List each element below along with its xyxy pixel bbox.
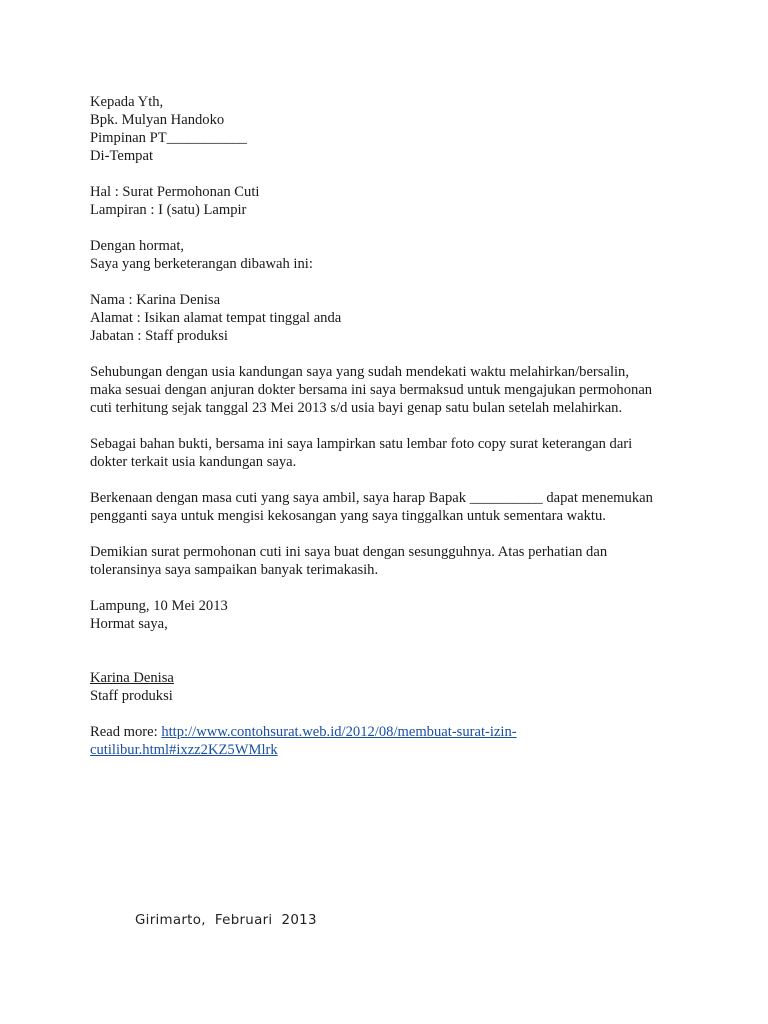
identity-address: Alamat : Isikan alamat tempat tinggal anda: [90, 310, 342, 326]
paragraph-line: [90, 489, 690, 507]
read-more-line-2: [90, 741, 690, 759]
spacer: [90, 345, 690, 363]
spacer: [90, 165, 690, 183]
paragraph-closing: [90, 543, 690, 579]
place-date: Lampung, 10 Mei 2013: [90, 598, 228, 614]
salutation: Dengan hormat,: [90, 238, 185, 254]
paragraph-evidence: [90, 435, 690, 471]
spacer: [90, 273, 690, 291]
paragraph-request: [90, 363, 690, 417]
paragraph-line: Sebagai bahan bukti, bersama ini saya lampirkan satu lembar foto copy surat keterangan dari: [90, 436, 633, 452]
paragraph-line: maka sesuai dengan anjuran dokter bersama ini saya bermaksud untuk mengajukan permohonan: [90, 382, 653, 398]
spacer: [90, 525, 690, 543]
signer-title: Staff produksi: [90, 688, 173, 704]
recipient-company-blank: ___________: [166, 130, 247, 146]
paragraph-line: cuti terhitung sejak tanggal 23 Mei 2013 s/d usia bayi genap satu bulan setelah melahirkan.: [90, 400, 623, 416]
recipient-position: [90, 129, 690, 147]
paragraph-line: toleransinya saya sampaikan banyak terimakasih.: [90, 562, 379, 578]
letter-body: [90, 93, 690, 759]
footer-place-date: Girimarto, Februari 2013: [135, 913, 317, 928]
read-more-line: [90, 723, 690, 741]
paragraph-line: Sehubungan dengan usia kandungan saya yang sudah mendekati waktu melahirkan/bersalin,: [90, 364, 630, 380]
paragraph-line: Demikian surat permohonan cuti ini saya buat dengan sesungguhnya. Atas perhatian dan: [90, 544, 608, 560]
recipient-location: Di-Tempat: [90, 148, 154, 164]
read-more-link-continued[interactable]: cutilibur.html#ixzz2KZ5WMlrk: [90, 742, 278, 758]
paragraph-text: Berkenaan dengan masa cuti yang saya ambil, saya harap Bapak: [90, 490, 470, 506]
attachment-line: Lampiran : I (satu) Lampir: [90, 202, 247, 218]
paragraph-text: dapat menemukan: [542, 490, 653, 506]
recipient-greeting: Kepada Yth,: [90, 94, 164, 110]
spacer: [90, 417, 690, 435]
regards: Hormat saya,: [90, 616, 168, 632]
recipient-name: Bpk. Mulyan Handoko: [90, 112, 225, 128]
spacer: [90, 705, 690, 723]
spacer: [90, 651, 690, 669]
identity-position: Jabatan : Staff produksi: [90, 328, 228, 344]
paragraph-line: dokter terkait usia kandungan saya.: [90, 454, 297, 470]
read-more-link[interactable]: http://www.contohsurat.web.id/2012/08/membuat-surat-izin-: [161, 724, 517, 740]
paragraph-replacement: [90, 489, 690, 525]
intro-line: Saya yang berketerangan dibawah ini:: [90, 256, 313, 272]
spacer: [90, 633, 690, 651]
identity-name: Nama : Karina Denisa: [90, 292, 221, 308]
name-blank: __________: [469, 490, 543, 506]
recipient-position-prefix: Pimpinan PT: [90, 130, 167, 146]
signer-name: Karina Denisa: [90, 670, 174, 686]
subject-line: Hal : Surat Permohonan Cuti: [90, 184, 260, 200]
spacer: [90, 579, 690, 597]
spacer: [90, 219, 690, 237]
read-more-label: Read more:: [90, 724, 162, 740]
spacer: [90, 471, 690, 489]
paragraph-line: pengganti saya untuk mengisi kekosangan yang saya tinggalkan untuk sementara waktu.: [90, 508, 606, 524]
